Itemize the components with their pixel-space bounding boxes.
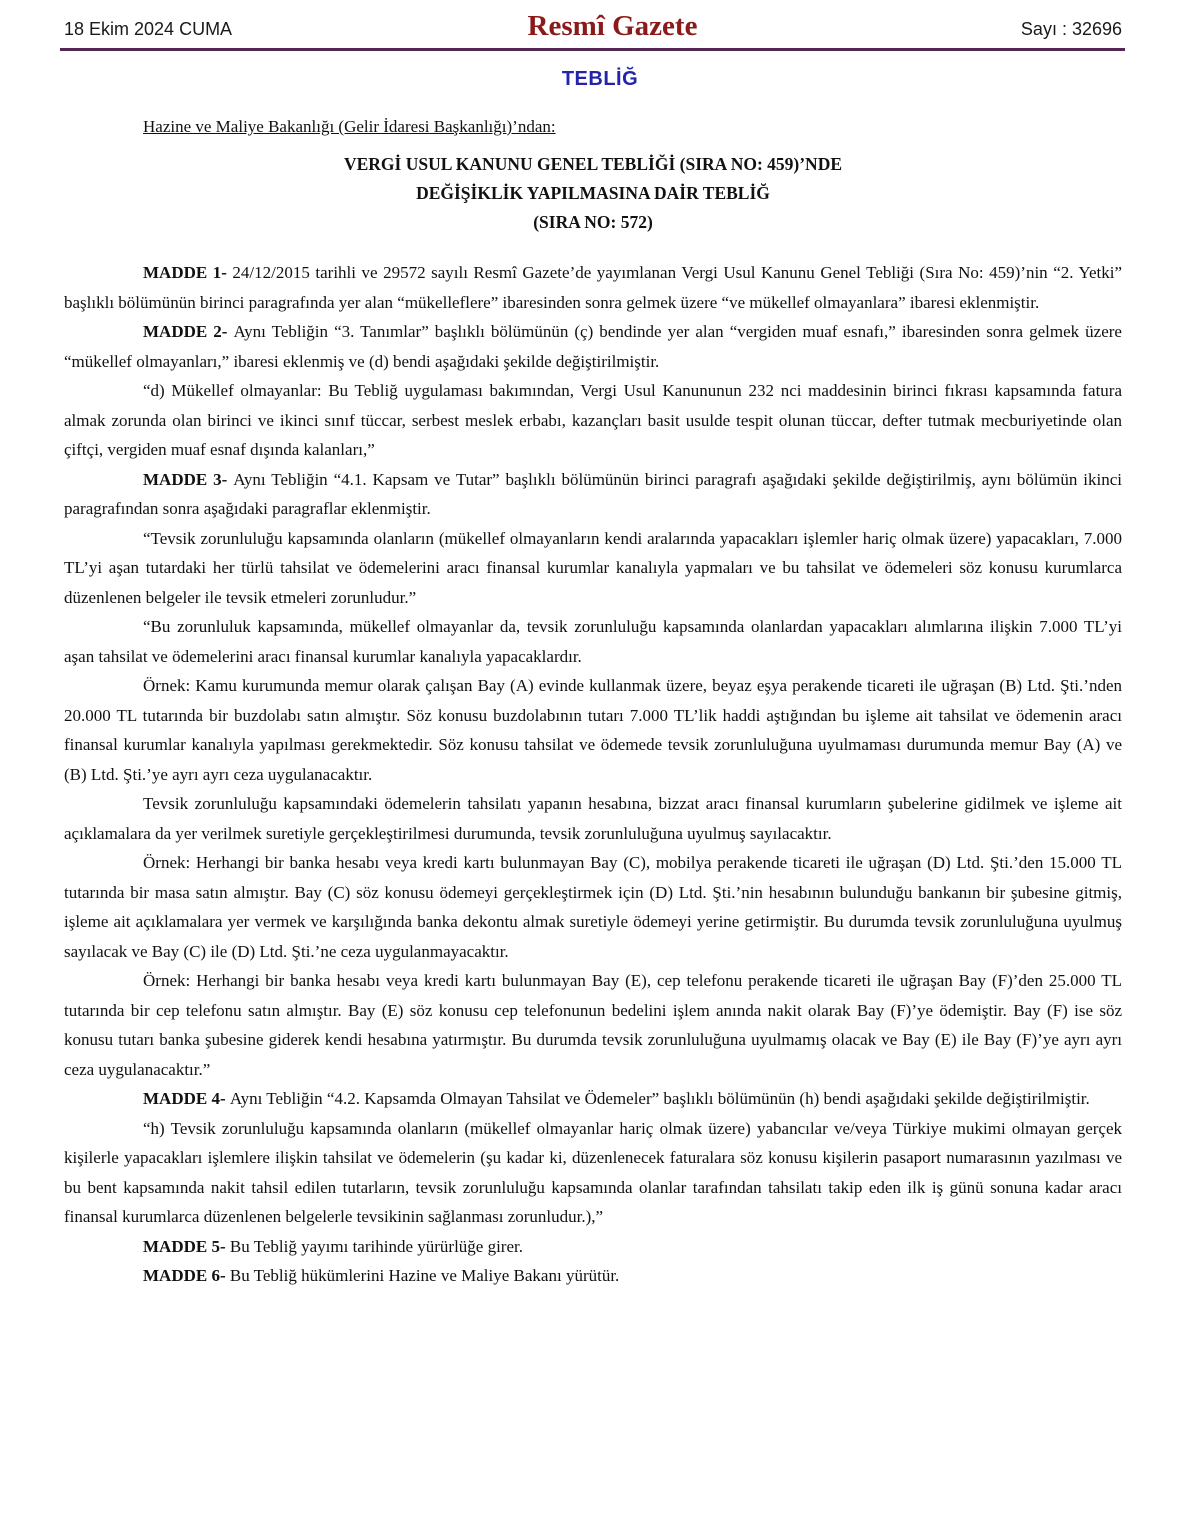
paragraph-madde-6	[64, 1261, 1122, 1291]
paragraph-text: Aynı Tebliğin “4.2. Kapsamda Olmayan Tahsilat ve Ödemeler” başlıklı bölümünün (h) bendi aşağıdaki şekilde değiştirilmiştir.	[229, 1089, 1090, 1108]
paragraph-ornek-2	[64, 848, 1122, 966]
paragraph-text: Tevsik zorunluluğu kapsamındaki ödemelerin tahsilatı yapanın hesabına, bizzat aracı finansal kurumların şubelerine gidilmek ve işleme ait açıklamalara da yer verilmek suretiyle gerçekleştirilmesi durumunda, tevsik zorunluluğuna uyulmuş sayılacaktır.	[64, 794, 1122, 843]
paragraph-madde-2	[64, 317, 1122, 376]
paragraph-text: Örnek: Herhangi bir banka hesabı veya kredi kartı bulunmayan Bay (C), mobilya perakende ticareti ile uğraşan (D) Ltd. Şti.’den 15.000 TL tutarında bir masa satın almıştır. Bay (C) söz konusu ödemeyi gerçekleştirmek için (D) Ltd. Şti.’nin hesabının bulunduğu bankanın bir şubesine gitmiş, işleme ait açıklamalara yer vermek ve karşılığında banka dekontu almak suretiyle ödemeyi yerine getirmiştir. Bu durumda tevsik zorunluluğuna uyulmuş sayılacak ve Bay (C) ile (D) Ltd. Şti.’ne ceza uygulanmayacaktır.	[64, 853, 1122, 961]
article-lead: MADDE 3-	[143, 469, 234, 489]
paragraph-text: Aynı Tebliğin “4.1. Kapsam ve Tutar” başlıklı bölümünün birinci paragrafı aşağıdaki şekilde değiştirilmiş, aynı bölümün ikinci paragrafından sonra aşağıdaki paragraflar eklenmiştir.	[64, 469, 1122, 518]
paragraph-text: 24/12/2015 tarihli ve 29572 sayılı Resmî Gazete’de yayımlanan Vergi Usul Kanunu Genel Tebliği (Sıra No: 459)’nin “2. Yetki” başlıklı bölümünün birinci paragrafında yer alan “mükelleflere” ibaresinden sonra gelmek üzere “ve mükellef olmayanlara” ibaresi eklenmiştir.	[64, 263, 1122, 312]
paragraph-ornek-1	[64, 671, 1122, 789]
communique-title	[64, 150, 1122, 237]
document-content	[64, 117, 1122, 1291]
paragraph-text: Örnek: Kamu kurumunda memur olarak çalışan Bay (A) evinde kullanmak üzere, beyaz eşya perakende ticareti ile uğraşan (B) Ltd. Şti.’nden 20.000 TL tutarında bir buzdolabı satın almıştır. Söz konusu buzdolabının tutarı 7.000 TL’lik haddi aştığından bu işleme ait tahsilat ve ödemenin aracı finansal kurumlar kanalıyla yapılması gerekmektedir. Söz konusu tahsilat ve ödemede tevsik zorunluluğuna uyulmaması durumunda memur Bay (A) ve (B) Ltd. Şti.’ye ayrı ayrı ceza uygulanacaktır.	[64, 676, 1122, 784]
paragraph-text: Aynı Tebliğin “3. Tanımlar” başlıklı bölümünün (ç) bendinde yer alan “vergiden muaf esnafı,” ibaresinden sonra gelmek üzere “mükellef olmayanları,” ibaresi eklenmiş ve (d) bendi aşağıdaki şekilde değiştirilmiştir.	[64, 322, 1122, 371]
paragraph-tevsik-3	[64, 789, 1122, 848]
paragraph-ornek-3	[64, 966, 1122, 1084]
paragraph-madde-1	[64, 258, 1122, 317]
article-lead: MADDE 1-	[143, 263, 233, 282]
issuing-authority-line: Hazine ve Maliye Bakanlığı (Gelir İdaresi Başkanlığı)’ndan:	[143, 117, 556, 136]
title-line-1: VERGİ USUL KANUNU GENEL TEBLİĞİ (SIRA NO: 459)’NDE	[343, 154, 843, 174]
paragraph-text: “Bu zorunluluk kapsamında, mükellef olmayanlar da, tevsik zorunluluğu kapsamında olanlardan yapacakları alımlarına ilişkin 7.000 TL’yi aşan tahsilat ve ödemelerini aracı finansal kurumlar kanalıyla yapacaklardır.	[64, 617, 1122, 666]
paragraph-madde-5	[64, 1232, 1122, 1262]
article-lead: MADDE 4-	[143, 1089, 230, 1108]
paragraph-text: “h) Tevsik zorunluluğu kapsamında olanların (mükellef olmayanlar hariç olmak üzere) yabancılar ve/veya Türkiye mukimi olmayan gerçek kişilerle yapacakları işlemlere ilişkin tahsilat ve ödemelerin (şu kadar ki, düzenlenecek faturalara söz konusu kişilerin pasaport numarasının yazılması ve bu bent kapsamında nakit tahsil edilen tutarların, tevsik zorunluluğu kapsamında olanlar tarafından tahsilatı takip eden ilk iş günü sonuna kadar aracı finansal kurumlarca düzenlenen belgelerle tevsikinin sağlanması zorunludur.),”	[64, 1118, 1122, 1226]
title-line-3: (SIRA NO: 572)	[533, 212, 653, 232]
section-label: TEBLİĞ	[561, 68, 639, 90]
masthead-divider-rule	[60, 48, 1125, 51]
paragraph-bent-h	[64, 1114, 1122, 1232]
paragraph-text: Örnek: Herhangi bir banka hesabı veya kredi kartı bulunmayan Bay (E), cep telefonu perakende ticareti ile uğraşan Bay (F)’den 25.000 TL tutarında bir cep telefonu satın almıştır. Bay (E) söz konusu cep telefonunun bedelini işlem anında nakit olarak Bay (F)’ye ödemiştir. Bay (F) ise söz konusu tutarı banka şubesine giderek kendi hesabına yatırmıştır. Bu durumda tevsik zorunluluğuna uyulmamış olacak ve Bay (E) ile Bay (F)’ye ayrı ayrı ceza uygulanacaktır.”	[64, 971, 1122, 1079]
masthead	[0, 0, 1200, 43]
gazette-date: 18 Ekim 2024 CUMA	[64, 19, 233, 39]
paragraph-text: Bu Tebliğ hükümlerini Hazine ve Maliye Bakanı yürütür.	[229, 1266, 620, 1285]
paragraph-bent-d	[64, 376, 1122, 465]
article-lead: MADDE 5-	[143, 1236, 230, 1256]
paragraph-madde-4	[64, 1084, 1122, 1114]
paragraph-text: Bu Tebliğ yayımı tarihinde yürürlüğe girer.	[229, 1236, 523, 1256]
article-lead: MADDE 2-	[143, 322, 234, 341]
paragraph-text: “Tevsik zorunluluğu kapsamında olanların (mükellef olmayanların kendi aralarında yapacakları işlemler hariç olmak üzere) yapacakları, 7.000 TL’yi aşan tutardaki her türlü tahsilat ve ödemelerini aracı finansal kurumlar kanalıyla yapmaları ve bu tahsilat ve ödemeleri söz konusu kurumlarca düzenlenen belgeler ile tevsik etmeleri zorunludur.”	[64, 528, 1122, 607]
gazette-title: Resmî Gazete	[527, 10, 698, 42]
paragraph-text: “d) Mükellef olmayanlar: Bu Tebliğ uygulaması bakımından, Vergi Usul Kanununun 232 nci maddesinin birinci fıkrası kapsamında fatura almak zorunda olan birinci ve ikinci sınıf tüccar, serbest meslek erbabı, kazançları basit usulde tespit olunan tüccar, defter tutmak mecburiyetinde olan çiftçi, vergiden muaf esnaf dışında kalanları,”	[64, 381, 1122, 459]
issue-number: Sayı : 32696	[1020, 19, 1122, 39]
title-line-2: DEĞİŞİKLİK YAPILMASINA DAİR TEBLİĞ	[416, 183, 770, 203]
bottom-margin	[0, 1291, 1200, 1327]
article-lead: MADDE 6-	[143, 1266, 230, 1285]
article-body	[64, 258, 1122, 1291]
paragraph-tevsik-2	[64, 612, 1122, 671]
paragraph-madde-3	[64, 465, 1122, 524]
paragraph-tevsik-1	[64, 524, 1122, 613]
